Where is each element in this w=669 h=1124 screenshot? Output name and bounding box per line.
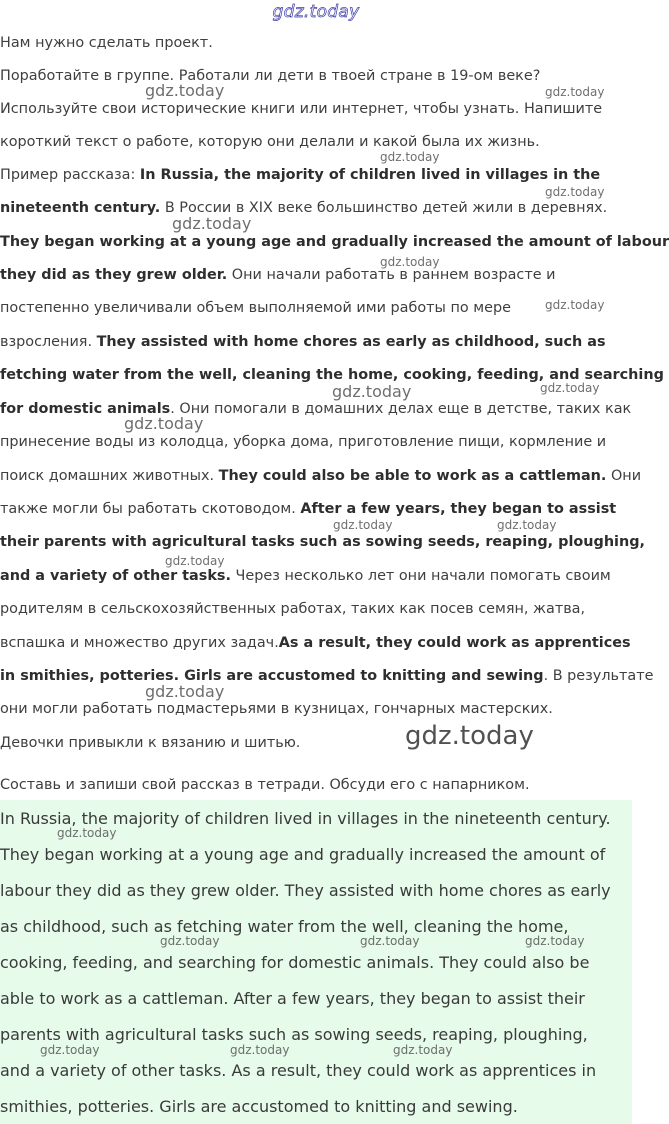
task-line <box>0 433 606 451</box>
watermark: gdz.today <box>545 298 605 312</box>
text: принесение воды из колодца, уборка дома, приготовление пищи, кормление и <box>0 434 607 450</box>
task-line <box>0 333 606 351</box>
bold-text: nineteenth century. <box>0 200 161 216</box>
text: Девочки привыкли к вязанию и шитью. <box>0 735 301 751</box>
answer-line: and a variety of other tasks. As a result, they could work as apprentices in <box>0 1061 597 1080</box>
watermark: gdz.today <box>230 1043 290 1057</box>
task-line <box>0 700 553 718</box>
watermark: gdz.today <box>393 1043 453 1057</box>
bold-text: They could also be able to work as a cattleman. <box>218 468 607 484</box>
watermark: gdz.today <box>172 214 252 233</box>
watermark: gdz.today <box>333 518 393 532</box>
task-line <box>0 667 653 685</box>
task-line <box>0 266 556 284</box>
watermark: gdz.today <box>360 934 420 948</box>
watermark: gdz.today <box>165 554 225 568</box>
text: . В результате <box>543 668 654 684</box>
bold-text: fetching water from the well, cleaning the home, cooking, feeding, and searching <box>0 367 664 383</box>
watermark: gdz.today <box>497 518 557 532</box>
text: короткий текст о работе, которую они делали и какой была их жизнь. <box>0 134 540 150</box>
answer-line: In Russia, the majority of children lived in villages in the nineteenth century. <box>0 809 611 828</box>
task-line <box>0 67 540 85</box>
task-line <box>0 233 669 251</box>
text: Через несколько лет они начали помогать своим <box>230 568 611 584</box>
bold-text: They assisted with home chores as early as childhood, such as <box>96 334 606 350</box>
text: . Они помогали в домашних делах еще в детстве, таких как <box>170 401 632 417</box>
text: вспашка и множество других задач. <box>0 635 279 651</box>
task-line <box>0 133 540 151</box>
bold-text: they did as they grew older. <box>0 267 228 283</box>
task-line <box>0 567 611 585</box>
watermark: gdz.today <box>160 934 220 948</box>
bold-text: In Russia, the majority of children lived in villages in the <box>139 167 601 183</box>
watermark: gdz.today <box>145 81 225 100</box>
answer-line: as childhood, such as fetching water from the well, cleaning the home, <box>0 917 569 936</box>
answer-line: cooking, feeding, and searching for domestic animals. They could also be <box>0 953 590 972</box>
watermark: gdz.today <box>380 150 440 164</box>
text: взросления. <box>0 334 97 350</box>
task-line <box>0 533 645 551</box>
task-line <box>0 100 602 118</box>
bold-text: in smithies, potteries. Girls are accustomed to knitting and sewing <box>0 668 544 684</box>
task-line <box>0 299 511 317</box>
task-line <box>0 634 631 652</box>
text: Используйте свои исторические книги или интернет, чтобы узнать. Напишите <box>0 101 603 117</box>
site-logo[interactable]: gdz.today <box>272 2 360 22</box>
watermark: gdz.today <box>57 826 117 840</box>
text: Поработайте в группе. Работали ли дети в твоей стране в 19-ом веке? <box>0 68 541 84</box>
watermark: gdz.today <box>124 414 204 433</box>
text: они могли работать подмастерьями в кузницах, гончарных мастерских. <box>0 701 553 717</box>
answer-line: labour they did as they grew older. They assisted with home chores as early <box>0 881 611 900</box>
text: Нам нужно сделать проект. <box>0 35 213 51</box>
task-line <box>0 166 600 184</box>
bold-text: As a result, they could work as apprentices <box>278 635 631 651</box>
task-line <box>0 199 607 217</box>
bold-text: for domestic animals <box>0 401 171 417</box>
text: поиск домашних животных. <box>0 468 219 484</box>
task-line <box>0 467 641 485</box>
text: также могли бы работать скотоводом. <box>0 501 301 517</box>
task-line <box>0 500 616 518</box>
task-line <box>0 34 213 52</box>
watermark: gdz.today <box>540 381 600 395</box>
answer-line: smithies, potteries. Girls are accustomed to knitting and sewing. <box>0 1097 518 1116</box>
bold-text: After a few years, they began to assist <box>300 501 617 517</box>
answer-line: parents with agricultural tasks such as sowing seeds, reaping, ploughing, <box>0 1025 588 1044</box>
text: В России в XIX веке большинство детей жили в деревнях. <box>160 200 608 216</box>
text: Они <box>606 468 642 484</box>
text: родителям в сельскохозяйственных работах, таких как посев семян, жатва, <box>0 601 586 617</box>
answer-line: able to work as a cattleman. After a few years, they began to assist their <box>0 989 585 1008</box>
text: Пример рассказа: <box>0 167 140 183</box>
task-line <box>0 600 585 618</box>
watermark: gdz.today <box>380 255 440 269</box>
watermark: gdz.today <box>525 934 585 948</box>
task-line <box>0 734 300 752</box>
bold-text: their parents with agricultural tasks such as sowing seeds, reaping, ploughing, <box>0 534 646 550</box>
watermark: gdz.today <box>332 382 412 401</box>
text: Составь и запиши свой рассказ в тетради. Обсуди его с напарником. <box>0 777 530 793</box>
text: постепенно увеличивали объем выполняемой ими работы по мере <box>0 300 511 316</box>
text: Они начали работать в раннем возрасте и <box>227 267 556 283</box>
watermark: gdz.today <box>40 1043 100 1057</box>
task-line <box>0 776 530 794</box>
bold-text: and a variety of other tasks. <box>0 568 231 584</box>
watermark: gdz.today <box>545 85 605 99</box>
task-line <box>0 400 631 418</box>
watermark: gdz.today <box>545 185 605 199</box>
watermark: gdz.today <box>405 721 534 751</box>
bold-text: They began working at a young age and gradually increased the amount of labour <box>0 234 669 250</box>
answer-line: They began working at a young age and gradually increased the amount of <box>0 845 606 864</box>
watermark: gdz.today <box>145 682 225 701</box>
